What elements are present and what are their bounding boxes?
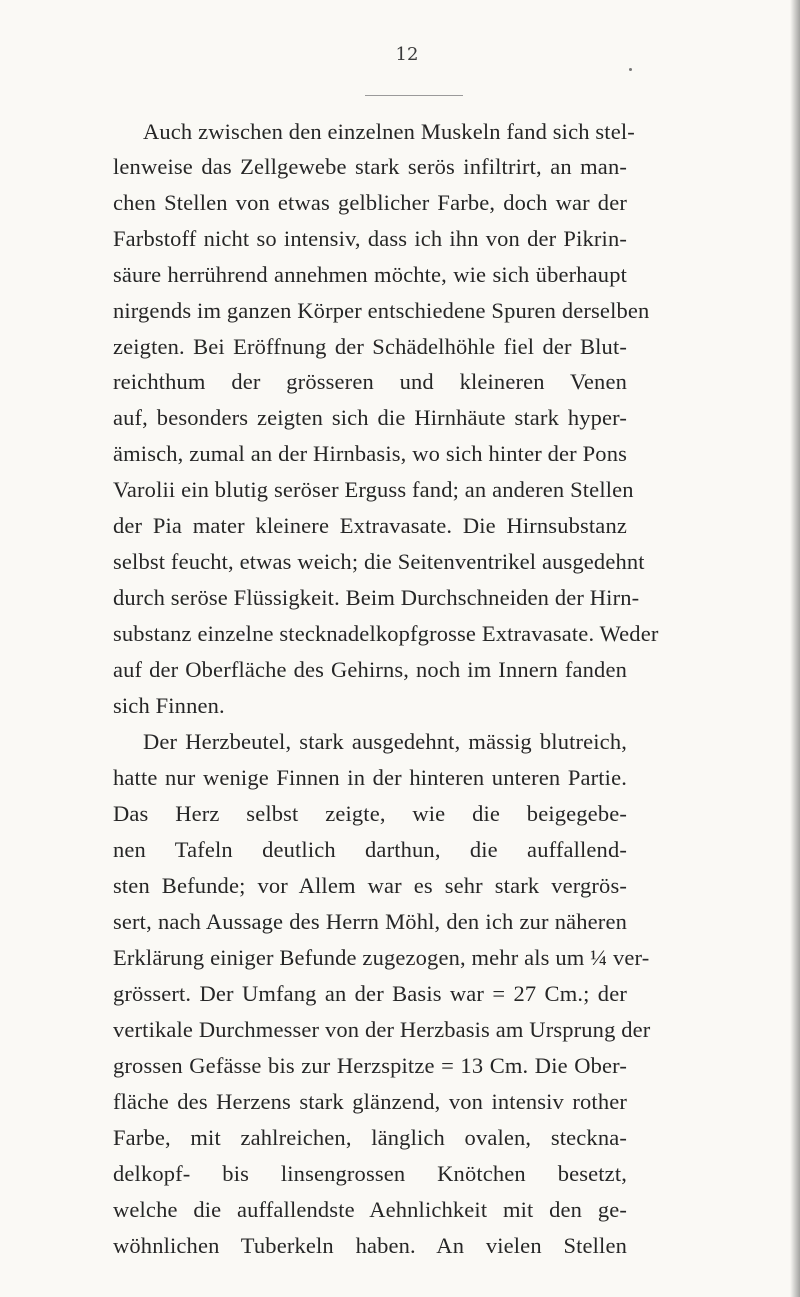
text-line: zeigten. Bei Eröffnung der Schädelhöhle fiel der Blut- [113, 334, 627, 359]
text-line: welche die auffallendste Aehnlichkeit mit den ge- [113, 1197, 627, 1222]
text-line: substanz einzelne stecknadelkopfgrosse Extravasate. Weder [113, 621, 659, 646]
text-line: säure herrührend annehmen möchte, wie sich überhaupt [113, 262, 627, 287]
text-line: grossen Gefässe bis zur Herzspitze = 13 Cm. Die Ober- [113, 1053, 627, 1078]
text-line: sert, nach Aussage des Herrn Möhl, den ich zur näheren [113, 909, 627, 934]
text-line: wöhnlichen Tuberkeln haben. An vielen Stellen [113, 1233, 627, 1258]
text-line: Farbe, mit zahlreichen, länglich ovalen, steckna- [113, 1125, 627, 1150]
text-line: ämisch, zumal an der Hirnbasis, wo sich hinter der Pons [113, 441, 627, 466]
text-line: reichthum der grösseren und kleineren Venen [113, 369, 627, 394]
text-line: Das Herz selbst zeigte, wie die beigegebe- [113, 801, 627, 826]
text-line: auf, besonders zeigten sich die Hirnhäute stark hyper- [113, 405, 627, 430]
text-line: nirgends im ganzen Körper entschiedene Spuren derselben [113, 298, 650, 323]
text-line: Der Herzbeutel, stark ausgedehnt, mässig blutreich, [143, 729, 627, 754]
page-number: 12 [395, 44, 419, 65]
text-line: sich Finnen. [113, 693, 225, 718]
text-line: sten Befunde; vor Allem war es sehr stark vergrös- [113, 873, 627, 898]
text-line: Farbstoff nicht so intensiv, dass ich ihn von der Pikrin- [113, 226, 627, 251]
text-line: Varolii ein blutig seröser Erguss fand; an anderen Stellen [113, 477, 634, 502]
text-line: fläche des Herzens stark glänzend, von intensiv rother [113, 1089, 627, 1114]
text-line: lenweise das Zellgewebe stark serös infiltrirt, an man- [113, 154, 627, 179]
text-line: hatte nur wenige Finnen in der hinteren unteren Partie. [113, 765, 627, 790]
text-line: selbst feucht, etwas weich; die Seitenventrikel ausgedehnt [113, 549, 645, 574]
text-line: chen Stellen von etwas gelblicher Farbe, doch war der [113, 190, 627, 215]
text-line: nen Tafeln deutlich darthun, die auffallend- [113, 837, 627, 862]
text-line: der Pia mater kleinere Extravasate. Die Hirnsubstanz [113, 513, 627, 538]
text-line: grössert. Der Umfang an der Basis war = 27 Cm.; der [113, 981, 627, 1006]
text-line: Erklärung einiger Befunde zugezogen, mehr als um ¼ ver- [113, 945, 650, 970]
text-line: vertikale Durchmesser von der Herzbasis am Ursprung der [113, 1017, 651, 1042]
text-line: durch seröse Flüssigkeit. Beim Durchschneiden der Hirn- [113, 585, 640, 610]
text-line: auf der Oberfläche des Gehirns, noch im Innern fanden [113, 657, 627, 682]
text-line: Auch zwischen den einzelnen Muskeln fand sich stel- [143, 119, 635, 144]
text-line: delkopf- bis linsengrossen Knötchen besetzt, [113, 1161, 627, 1186]
